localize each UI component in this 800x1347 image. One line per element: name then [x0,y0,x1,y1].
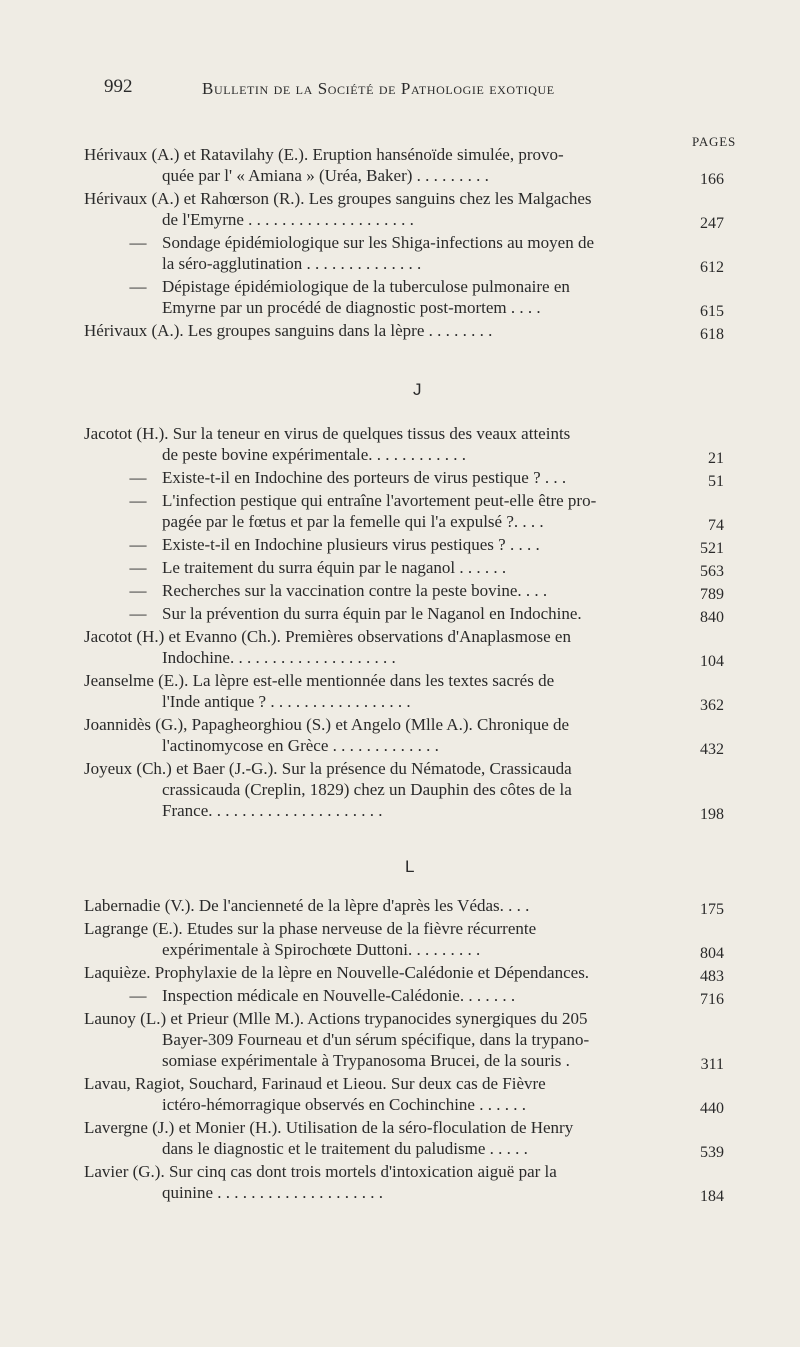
ditto-dash: — [129,468,147,487]
index-entry [84,918,724,960]
entry-first-line [84,714,662,735]
page-reference: 804 [700,945,724,962]
entry-continuation-line [84,1050,662,1071]
entry-continuation-line [84,939,662,960]
entry-first-line [84,534,662,555]
index-entry [84,1161,724,1203]
index-entry [84,188,724,230]
entry-first-line [84,895,662,916]
entry-continuation-line [84,735,662,756]
entry-first-line [84,188,662,209]
ditto-dash: — [129,277,147,296]
page-reference: 175 [700,901,724,918]
page-reference: 51 [708,473,724,490]
entry-text: Existe-t-il en Indochine plusieurs virus pestiques ? . . . . [162,535,540,554]
entry-text: Jacotot (H.). Sur la teneur en virus de quelques tissus des veaux atteints [84,424,571,443]
page-reference: 563 [700,563,724,580]
ditto-dash: — [129,604,147,623]
entry-first-line [84,557,662,578]
entry-text: Hérivaux (A.) et Ratavilahy (E.). Eruption hansénoïde simulée, provo- [84,145,564,164]
entry-text: L'infection pestique qui entraîne l'avortement peut-elle être pro- [162,491,597,510]
page-reference: 184 [700,1188,724,1205]
entry-text: Dépistage épidémiologique de la tuberculose pulmonaire en [162,277,570,296]
index-entry [84,467,724,488]
entry-text: Hérivaux (A.) et Rahœrson (R.). Les groupes sanguins chez les Malgaches [84,189,592,208]
entry-continuation-line [84,1029,662,1050]
ditto-dash: — [129,491,147,510]
entry-text: l'Inde antique ? . . . . . . . . . . . . . . . . . [162,692,411,711]
index-entry [84,758,724,821]
index-entry [84,232,724,274]
entry-first-line [84,144,662,165]
entry-text: dans le diagnostic et le traitement du paludisme . . . . . [162,1139,528,1158]
entry-first-line [84,1161,662,1182]
entry-text: Sondage épidémiologique sur les Shiga-infections au moyen de [162,233,594,252]
ditto-dash: — [129,986,147,1005]
index-entry [84,962,724,983]
entry-text: Le traitement du surra équin par le naganol . . . . . . [162,558,507,577]
entry-first-line [84,423,662,444]
entry-text: Emyrne par un procédé de diagnostic post-mortem . . . . [162,298,541,317]
ditto-dash: — [129,535,147,554]
entry-text: Lagrange (E.). Etudes sur la phase nerveuse de la fièvre récurrente [84,919,537,938]
entry-text: la séro-agglutination . . . . . . . . . . . . . . [162,254,422,273]
entry-text: Jacotot (H.) et Evanno (Ch.). Premières observations d'Anaplasmose en [84,627,571,646]
entry-text: somiase expérimentale à Trypanosoma Brucei, de la souris . [162,1051,570,1070]
ditto-dash: — [129,233,147,252]
index-entry [84,557,724,578]
ditto-dash: — [129,581,147,600]
entry-text: Lavergne (J.) et Monier (H.). Utilisation de la séro-floculation de Henry [84,1118,574,1137]
entry-text: ictéro-hémorragique observés en Cochinchine . . . . . . [162,1095,526,1114]
index-entry [84,423,724,465]
page-reference: 716 [700,991,724,1008]
entry-text: Jeanselme (E.). La lèpre est-elle mentionnée dans les textes sacrés de [84,671,555,690]
entry-text: Indochine. . . . . . . . . . . . . . . . . . . . [162,648,396,667]
entry-first-line [84,1117,662,1138]
entry-text: Joyeux (Ch.) et Baer (J.-G.). Sur la présence du Nématode, Crassicauda [84,759,572,778]
entry-text: Laquièze. Prophylaxie de la lèpre en Nouvelle-Calédonie et Dépendances. [84,963,590,982]
pages-column-label: PAGES [692,134,736,149]
index-entry [84,580,724,601]
entry-first-line [84,670,662,691]
index-entry [84,1117,724,1159]
entry-continuation-line [84,253,662,274]
entry-text: expérimentale à Spirochœte Duttoni. . . . . . . . . [162,940,481,959]
entry-first-line [84,467,662,488]
page-reference: 198 [700,806,724,823]
index-entry [84,895,724,916]
index-section-j [84,423,724,823]
index-entry [84,603,724,624]
page-reference: 166 [700,171,724,188]
entry-text: Joannidès (G.), Papagheorghiou (S.) et Angelo (Mlle A.). Chronique de [84,715,570,734]
entry-first-line [84,232,662,253]
entry-text: l'actinomycose en Grèce . . . . . . . . . . . . . [162,736,439,755]
entry-continuation-line [84,800,662,821]
entry-continuation-line [84,209,662,230]
index-entry [84,670,724,712]
page-reference: 483 [700,968,724,985]
entry-first-line [84,962,662,983]
index-entry [84,1008,724,1071]
entry-text: Lavau, Ragiot, Souchard, Farinaud et Lieou. Sur deux cas de Fièvre [84,1074,546,1093]
index-entry [84,534,724,555]
page-number: 992 [104,76,133,97]
index-section-h [84,144,724,343]
entry-continuation-line [84,691,662,712]
entry-continuation-line [84,1094,662,1115]
entry-first-line [84,1073,662,1094]
page-reference: 840 [700,609,724,626]
entry-first-line [84,758,662,779]
entry-first-line [84,276,662,297]
entry-text: de l'Emyrne . . . . . . . . . . . . . . . . . . . . [162,210,414,229]
entry-text: quée par l' « Amiana » (Uréa, Baker) . . . . . . . . . [162,166,489,185]
page-reference: 104 [700,653,724,670]
entry-continuation-line [84,444,662,465]
page-reference: 247 [700,215,724,232]
ditto-dash: — [129,558,147,577]
entry-text: Lavier (G.). Sur cinq cas dont trois mortels d'intoxication aiguë par la [84,1162,557,1181]
entry-continuation-line [84,297,662,318]
index-entry [84,490,724,532]
entry-text: Inspection médicale en Nouvelle-Calédonie. . . . . . . [162,986,516,1005]
entry-continuation-line [84,165,662,186]
entry-text: pagée par le fœtus et par la femelle qui l'a expulsé ?. . . . [162,512,544,531]
page-reference: 612 [700,259,724,276]
entry-first-line [84,490,662,511]
entry-first-line [84,626,662,647]
entry-text: France. . . . . . . . . . . . . . . . . . . . . [162,801,383,820]
page-reference: 21 [708,450,724,467]
entry-continuation-line [84,1182,662,1203]
entry-text: de peste bovine expérimentale. . . . . . . . . . . . [162,445,467,464]
index-entry [84,1073,724,1115]
index-section-l [84,895,724,1205]
page-reference: 539 [700,1144,724,1161]
index-entry [84,320,724,341]
index-entry [84,985,724,1006]
entry-text: quinine . . . . . . . . . . . . . . . . . . . . [162,1183,383,1202]
index-entry [84,276,724,318]
page-reference: 615 [700,303,724,320]
page-reference: 432 [700,741,724,758]
page-reference: 362 [700,697,724,714]
entry-text: crassicauda (Creplin, 1829) chez un Dauphin des côtes de la [162,780,572,799]
entry-first-line [84,603,662,624]
entry-first-line [84,580,662,601]
entry-text: Launoy (L.) et Prieur (Mlle M.). Actions trypanocides synergiques du 205 [84,1009,588,1028]
running-title: Bulletin de la Société de Pathologie exotique [202,79,555,98]
page-reference: 789 [700,586,724,603]
entry-text: Sur la prévention du surra équin par le Naganol en Indochine. [162,604,582,623]
index-entry [84,626,724,668]
section-letter-l: L [405,857,415,876]
entry-text: Existe-t-il en Indochine des porteurs de virus pestique ? . . . [162,468,567,487]
section-letter-j: J [413,380,422,399]
entry-text: Hérivaux (A.). Les groupes sanguins dans la lèpre . . . . . . . . [84,321,493,340]
page-reference: 311 [700,1056,724,1073]
index-entry [84,714,724,756]
entry-continuation-line [84,1138,662,1159]
entry-first-line [84,1008,662,1029]
page-reference: 521 [700,540,724,557]
index-entry [84,144,724,186]
page-reference: 618 [700,326,724,343]
entry-text: Bayer-309 Fourneau et d'un sérum spécifique, dans la trypano- [162,1030,590,1049]
page-reference: 440 [700,1100,724,1117]
entry-text: Labernadie (V.). De l'ancienneté de la lèpre d'après les Védas. . . . [84,896,530,915]
entry-continuation-line [84,511,662,532]
entry-continuation-line [84,779,662,800]
page-reference: 74 [708,517,724,534]
entry-first-line [84,985,662,1006]
entry-first-line [84,918,662,939]
page-header [104,76,724,106]
entry-text: Recherches sur la vaccination contre la peste bovine. . . . [162,581,548,600]
entry-continuation-line [84,647,662,668]
entry-first-line [84,320,662,341]
